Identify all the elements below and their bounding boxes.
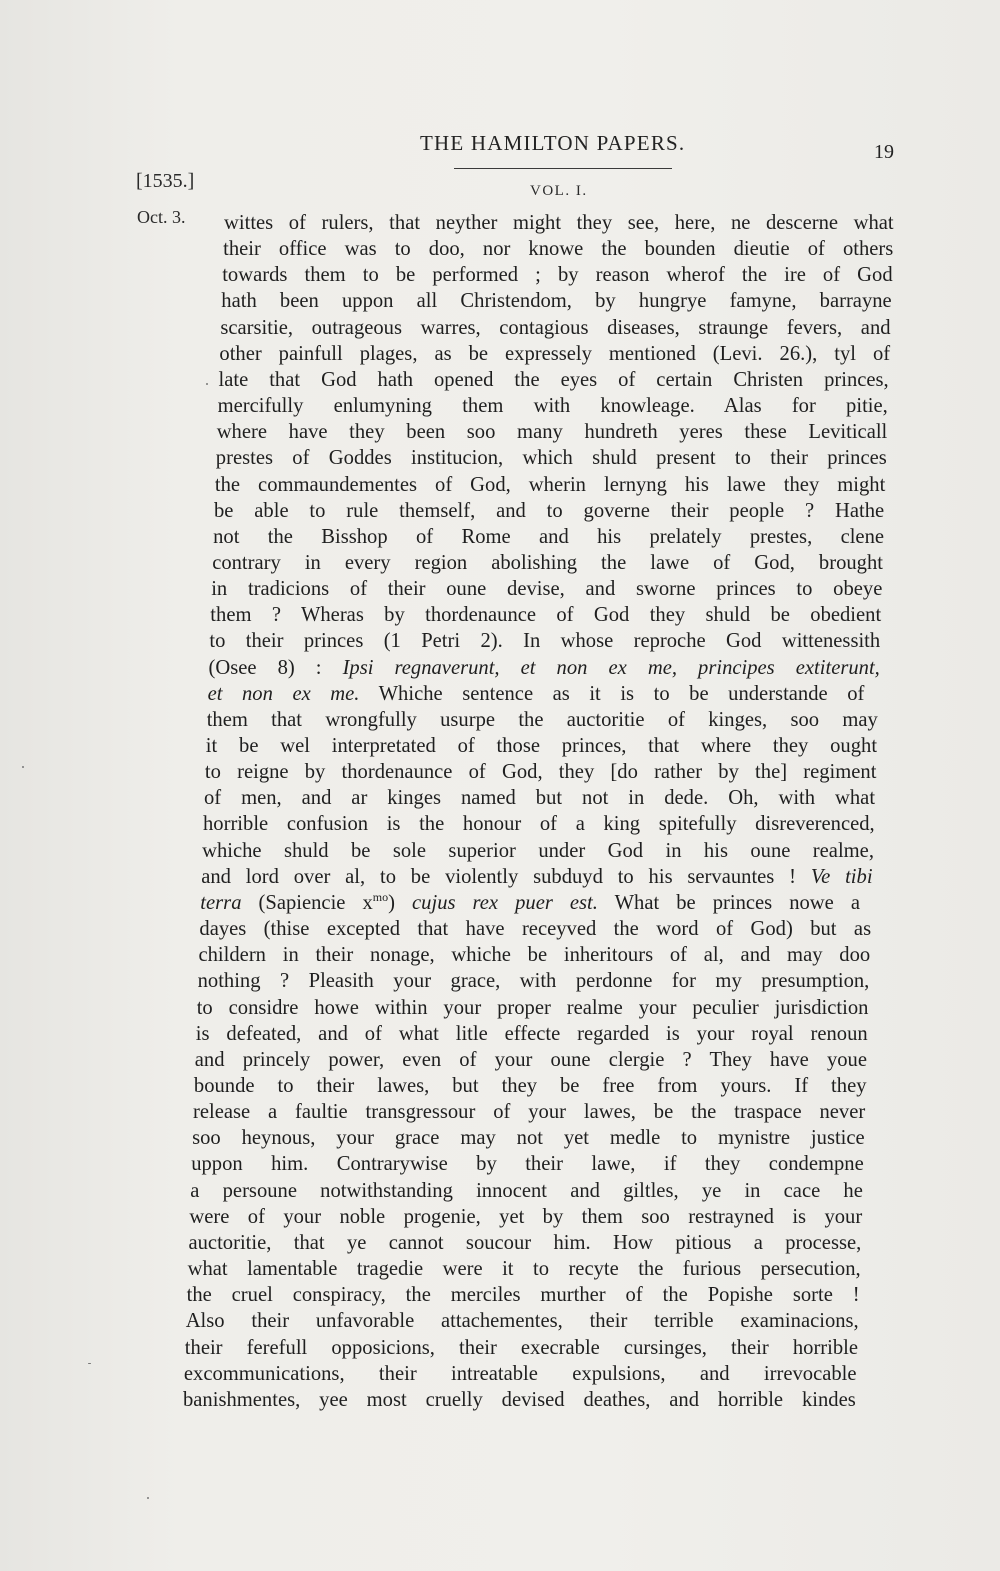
text-segment: uppon him. Contrarywise by their lawe, if they condempne	[191, 1153, 864, 1176]
margin-year: [1535.]	[136, 170, 195, 192]
text-line	[209, 628, 880, 654]
text-segment: late that God hath opened the eyes of certain Christen princes,	[218, 368, 889, 391]
text-line	[219, 367, 889, 393]
text-line	[222, 262, 892, 288]
text-segment: hath been uppon all Christendom, by hungrye famyne, barrayne	[221, 290, 892, 313]
text-segment: dayes (thise excepted that have receyved the word of God) but as	[199, 918, 872, 940]
text-segment: )	[388, 891, 413, 914]
text-line	[223, 236, 893, 262]
text-line	[186, 1308, 859, 1334]
text-line	[216, 445, 887, 471]
text-line	[207, 707, 878, 733]
text-segment: other painfull plages, as be expressely mentioned (Levi. 26.), tyl of	[219, 342, 891, 365]
text-line	[213, 524, 884, 550]
text-segment: prestes of Goddes institucion, which shuld present to their princes	[215, 447, 887, 470]
text-line	[190, 1178, 863, 1204]
text-segment: not the Bisshop of Rome and his prelately prestes, clene	[213, 525, 885, 548]
text-segment: and lord over al, to be violently subduyd to his servauntes !	[201, 865, 811, 888]
text-line	[212, 550, 883, 576]
text-line	[193, 1099, 865, 1125]
text-segment: What be princes nowe a	[597, 891, 860, 914]
text-segment: their office was to doo, nor knowe the bounden dieutie of others	[223, 238, 894, 261]
text-line	[211, 576, 882, 602]
text-segment: mercifully enlumyning them with knowleage. Alas for pitie,	[217, 395, 888, 417]
text-segment: banishmentes, yee most cruelly devised deathes, and horrible kindes	[183, 1388, 856, 1411]
text-line	[208, 681, 865, 707]
text-line	[199, 916, 871, 942]
text-segment: and princely power, even of your oune clergie ? They have youe	[194, 1048, 867, 1071]
text-segment: it be wel interpretated of those princes, that where they ought	[205, 735, 878, 757]
text-segment: scarsitie, outrageous warres, contagious diseases, straunge fevers, and	[220, 316, 891, 339]
text-segment: the commaundementes of God, wherin lernyng his lawe they might	[214, 473, 886, 496]
header-rule	[454, 168, 672, 169]
italic-text: Ve tibi	[810, 865, 873, 888]
print-speck	[88, 1363, 91, 1364]
text-line	[189, 1204, 862, 1230]
text-line	[189, 1230, 862, 1256]
text-line	[197, 995, 869, 1021]
text-line	[210, 602, 881, 628]
margin-date: Oct. 3.	[137, 207, 186, 227]
text-line	[221, 288, 891, 314]
superscript-text: mo	[372, 890, 389, 905]
text-line	[224, 210, 894, 236]
text-segment: (Osee 8) :	[208, 656, 343, 679]
text-line	[188, 1256, 861, 1282]
text-segment: (Sapiencie x	[241, 891, 373, 914]
text-line	[200, 890, 860, 916]
italic-text: et non ex me.	[207, 682, 360, 705]
text-segment: Whiche sentence as it is to be understande of	[359, 682, 865, 705]
text-segment: to considre howe within your proper realme your peculier jurisdiction	[196, 996, 869, 1019]
text-segment: auctoritie, that ye cannot soucour him. How pitious a processe,	[188, 1231, 862, 1254]
text-line	[201, 864, 872, 890]
text-line	[217, 419, 888, 445]
text-line	[209, 655, 880, 681]
text-segment: nothing ? Pleasith your grace, with perdonne for my presumption,	[197, 970, 870, 993]
text-line	[204, 785, 875, 811]
text-segment: whiche shuld be sole superior under God in his oune realme,	[202, 839, 874, 862]
text-line	[198, 968, 870, 994]
text-segment: is defeated, and of what litle effecte regarded is your royal renoun	[195, 1022, 868, 1045]
text-line	[199, 942, 871, 968]
italic-text: terra	[200, 891, 242, 914]
text-line	[205, 759, 877, 785]
text-segment: where have they been soo many hundreth yeres these Leviticall	[216, 421, 888, 444]
text-line	[220, 315, 890, 341]
text-segment: were of your noble progenie, yet by them soo restrayned is your	[189, 1205, 863, 1228]
text-segment: them that wrongfully usurpe the auctoritie of kinges, soo may	[206, 708, 878, 731]
text-line	[203, 811, 875, 837]
text-segment: childern in their nonage, whiche be inheritours of al, and may doo	[198, 944, 871, 967]
text-line	[191, 1151, 864, 1177]
text-line	[218, 393, 888, 419]
running-title: THE HAMILTON PAPERS.	[420, 131, 686, 155]
text-line	[214, 498, 884, 524]
text-segment: of men, and ar kinges named but not in dede. Oh, with what	[204, 787, 876, 810]
text-segment: in tradicions of their oune devise, and sworne princes to obeye	[211, 578, 883, 601]
italic-text: Ipsi regnaverunt, et non ex me, principes extiterunt,	[342, 656, 880, 679]
print-speck	[206, 383, 208, 385]
text-segment: contrary in every region abolishing the lawe of God, brought	[212, 552, 883, 574]
text-line	[219, 341, 890, 367]
text-segment: them ? Wheras by thordenaunce of God they shuld be obedient	[210, 604, 882, 627]
text-segment: be able to rule themself, and to governe their people ? Hathe	[214, 499, 885, 522]
print-speck	[22, 766, 24, 768]
text-segment: towards them to be performed ; by reason wherof the ire of God	[222, 264, 893, 287]
page-number: 19	[874, 141, 894, 163]
text-line	[206, 733, 877, 759]
text-segment: the cruel conspiracy, the merciles murther of the Popishe sorte !	[186, 1284, 860, 1307]
text-line	[185, 1335, 858, 1361]
text-segment: to reigne by thordenaunce of God, they [do rather by the] regiment	[204, 761, 877, 784]
text-line	[187, 1282, 860, 1308]
text-line	[194, 1073, 867, 1099]
text-line	[184, 1361, 857, 1387]
text-segment: horrible confusion is the honour of a king spitefully disreverenced,	[203, 813, 875, 836]
text-segment: a persoune notwithstanding innocent and giltles, ye in cace he	[190, 1179, 863, 1202]
text-line	[183, 1387, 856, 1413]
text-segment: bounde to their lawes, but they be free from yours. If they	[193, 1074, 867, 1097]
print-speck	[147, 1497, 149, 1499]
text-line	[202, 838, 874, 864]
text-segment: what lamentable tragedie were it to recyte the furious persecution,	[187, 1258, 861, 1280]
italic-text: cujus rex puer est.	[412, 891, 598, 914]
text-line	[196, 1021, 868, 1047]
text-line	[215, 472, 885, 498]
text-segment: excommunications, their intreatable expulsions, and irrevocable	[183, 1362, 857, 1385]
text-segment: release a faultie transgressour of your lawes, be the traspace never	[193, 1101, 866, 1124]
text-segment: to their princes (1 Petri 2). In whose reproche God wittenessith	[209, 630, 881, 653]
text-segment: Also their unfavorable attachementes, their terrible examinacions,	[185, 1310, 859, 1333]
volume-label: VOL. I.	[530, 183, 588, 199]
text-line	[192, 1125, 865, 1151]
text-segment: soo heynous, your grace may not yet medle to mynistre justice	[192, 1127, 865, 1150]
text-segment: wittes of rulers, that neyther might they see, here, ne descerne what	[224, 212, 894, 234]
text-line	[195, 1047, 867, 1073]
text-segment: their ferefull opposicions, their execrable cursinges, their horrible	[184, 1336, 859, 1359]
